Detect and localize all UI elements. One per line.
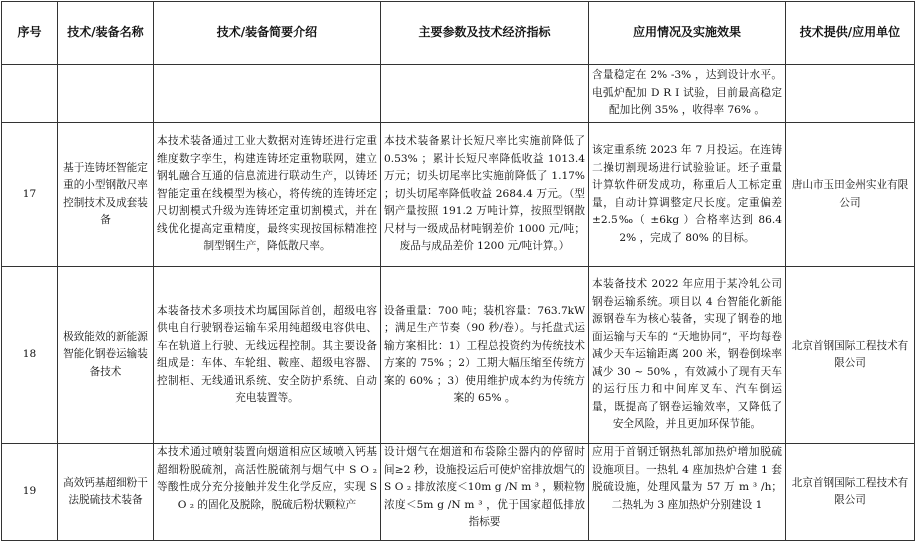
cell-number <box>2 65 58 123</box>
cell-effect: 含量稳定在 2% -3% ，达到设计水平。电弧炉配加 D R I 试验，目前最高稳定配加比例 35% ，收得率 76% 。 <box>589 65 786 123</box>
cell-intro: 本装备技术多项技术均属国际首创，超级电容供电自行驶钢卷运输车采用纯超级电容供电、车在轨道上行驶、无线远程控制。其主要设备组成是：车体、车轮组、鞍座、超级电容器、控制柜、无线通讯系统、安全防护系统、自动充电装置等。 <box>154 267 381 444</box>
cell-effect: 本装备技术 2022 年应用于某冷轧公司钢卷运输系统。项目以 4 台智能化新能源钢卷车为核心装备，实现了钢卷的地面运输与天车的 “天地协同”，平均每卷减少天车运输距离 200 米，钢卷倒垛率减少 30 ~ 50% ，有效减小了现有天车的运行压力和中间库叉车、汽车倒运量，既提高了钢卷运输效率，又降低了安全风险，并且更加环保节能。 <box>589 267 786 444</box>
table-row <box>2 123 915 267</box>
cell-params: 本技术装备累计长短尺率比实施前降低了 0.53% ；累计长短尺率降低收益 1013.4 万元；切头切尾率比实施前降低了 1.17% ；切头切尾率降低收益 2684.4 万元。（型钢产量按照 191.2 万吨计算，按照型钢散尺材与一级成品材吨钢差价 1000 元/吨；废品与成品差价 1200 元/吨计算。） <box>381 123 589 267</box>
cell-effect: 应用于首钢迁钢热轧部加热炉增加脱硫设施项目。一热轧 4 座加热炉合建 1 套脱硫设施，处理风量为 57 万 m ³ /h；二热轧为 3 座加热炉分别建设 1 <box>589 444 786 541</box>
header-intro: 技术/装备简要介绍 <box>154 2 381 65</box>
cell-intro: 本技术装备通过工业大数据对连铸坯进行定重维度数字孪生，构建连铸坯定重物联网，建立钢轧融合互通的信息流进行联动生产，以铸坯智能定重在线模型为核心，将传统的连铸坯定尺切割模式升级为连铸坯定重切割模式，并在线优化提高定重精度，最终实现按国标精准控制型钢生产，降低散尺率。 <box>154 123 381 267</box>
cell-name: 基于连铸坯智能定重的小型钢散尺率控制技术及成套装备 <box>58 123 154 267</box>
technology-table <box>1 1 915 541</box>
cell-params <box>381 65 589 123</box>
table-row <box>2 444 915 541</box>
cell-name: 极致能效的新能源智能化钢卷运输装备技术 <box>58 267 154 444</box>
cell-unit: 北京首钢国际工程技术有限公司 <box>786 267 915 444</box>
cell-number: 18 <box>2 267 58 444</box>
cell-name: 高效钙基超细粉干法脱硫技术装备 <box>58 444 154 541</box>
header-effect: 应用情况及实施效果 <box>589 2 786 65</box>
cell-unit <box>786 65 915 123</box>
cell-unit: 唐山市玉田金州实业有限公司 <box>786 123 915 267</box>
cell-intro <box>154 65 381 123</box>
header-params: 主要参数及技术经济指标 <box>381 2 589 65</box>
cell-unit: 北京首钢国际工程技术有限公司 <box>786 444 915 541</box>
header-unit: 技术提供/应用单位 <box>786 2 915 65</box>
table-row <box>2 267 915 444</box>
cell-effect: 该定重系统 2023 年 7 月投运。在连铸二操切割现场进行试验验证。坯子重量计算软件研发成功，称重后人工标定重量，自动计算调整定尺长度。定重偏差 ±2.5‰（ ±6kg ）合格率达到 86.42% ，完成了 80% 的目标。 <box>589 123 786 267</box>
table-header-row <box>2 2 915 65</box>
header-number: 序号 <box>2 2 58 65</box>
cell-number: 17 <box>2 123 58 267</box>
cell-params: 设备重量：700 吨；装机容量：763.7kW ；满足生产节奏（90 秒/卷）。与托盘式运输方案相比：1）工程总投资约为传统技术方案的 75% ；2）工期大幅压缩至传统方案的 60% ；3）使用维护成本约为传统方案的 65% 。 <box>381 267 589 444</box>
cell-number: 19 <box>2 444 58 541</box>
header-name: 技术/装备名称 <box>58 2 154 65</box>
cell-intro: 本技术通过喷射装置向烟道相应区域喷入钙基超细粉脱硫剂，高活性脱硫剂与烟气中 S O ₂ 等酸性成分充分接触并发生化学反应，实现 S O ₂ 的固化及脱除，脱硫后粉状颗粒产 <box>154 444 381 541</box>
table-row <box>2 65 915 123</box>
cell-params: 设计烟气在烟道和布袋除尘器内的停留时间≥2 秒，设施投运后可使炉窑排放烟气的 S O ₂ 排放浓度＜10m g /N m ³ ，颗粒物浓度＜5m g /N m ³ ，优于国家超低排放指标要 <box>381 444 589 541</box>
cell-name <box>58 65 154 123</box>
